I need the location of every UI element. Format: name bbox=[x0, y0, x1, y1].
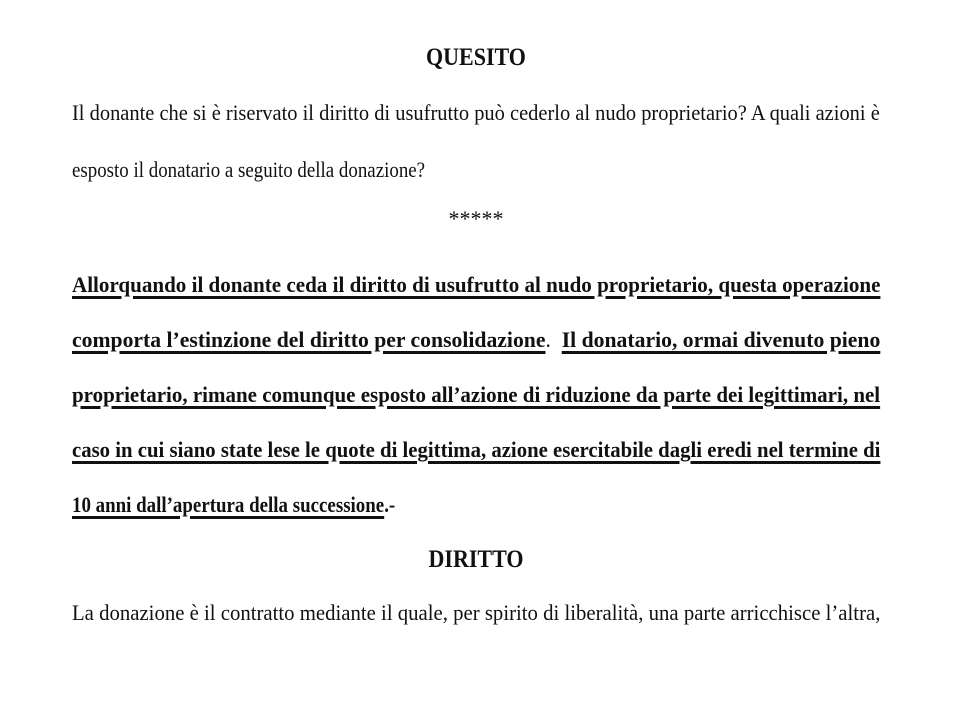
answer-text-5a: 10 anni dall’apertura della successione bbox=[72, 492, 385, 517]
diritto-text-1: La donazione è il contratto mediante il quale, per spirito di liberalità, una parte arricchisce l’altra, bbox=[72, 600, 881, 625]
answer-text-2-wrap bbox=[72, 327, 880, 353]
answer-text-4: caso in cui siano state lese le quote di legittima, azione esercitabile dagli eredi nel termine di bbox=[72, 437, 881, 462]
answer-line-5 bbox=[72, 492, 448, 518]
diritto-heading-wrap bbox=[72, 546, 880, 574]
answer-text-5b: .- bbox=[384, 492, 396, 517]
answer-text-3: proprietario, rimane comunque esposto all’azione di riduzione da parte dei legittimari, nel bbox=[72, 382, 881, 407]
answer-text-5-wrap bbox=[72, 492, 395, 518]
quesito-heading: QUESITO bbox=[426, 44, 526, 71]
answer-line-3 bbox=[72, 382, 880, 408]
quesito-line-2 bbox=[72, 157, 483, 183]
diritto-heading: DIRITTO bbox=[428, 546, 524, 573]
section-separator: ***** bbox=[448, 206, 504, 231]
quesito-text-1: Il donante che si è riservato il diritto di usufrutto può cederlo al nudo proprietario? A quali azioni è bbox=[72, 100, 880, 125]
quesito-heading-wrap bbox=[72, 44, 880, 72]
answer-text-2-sep: . bbox=[545, 327, 551, 352]
answer-text-1: Allorquando il donante ceda il diritto di usufrutto al nudo proprietario, questa operazione bbox=[72, 272, 881, 297]
quesito-text-2: esposto il donatario a seguito della donazione? bbox=[72, 157, 426, 182]
answer-line-1 bbox=[72, 272, 880, 298]
answer-text-2a: comporta l’estinzione del diritto per consolidazione bbox=[72, 327, 546, 352]
answer-text-2b: Il donatario, ormai divenuto pieno bbox=[561, 327, 881, 352]
quesito-line-1 bbox=[72, 100, 880, 126]
answer-line-4 bbox=[72, 437, 880, 463]
diritto-line-1 bbox=[72, 600, 880, 626]
answer-line-2 bbox=[72, 327, 880, 353]
